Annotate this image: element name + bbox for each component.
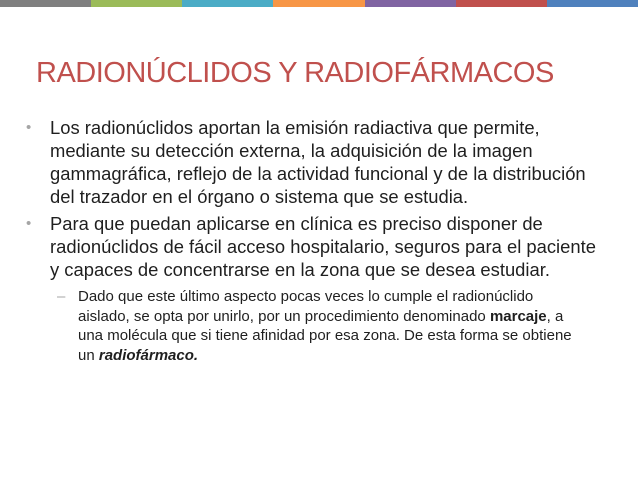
- sub-bullet-text-2: , a una molécula que si tiene afinidad por esa zona. De esta forma se obtiene un: [78, 307, 572, 364]
- term-marcaje: marcaje: [489, 307, 547, 325]
- accent-segment: [273, 0, 364, 7]
- slide-title: RADIONÚCLIDOS Y RADIOFÁRMACOS: [36, 57, 554, 89]
- accent-segment: [547, 0, 638, 7]
- accent-segment: [365, 0, 456, 7]
- accent-segment: [91, 0, 182, 7]
- top-accent-bar: [0, 0, 638, 7]
- bullet-text: Los radionúclidos aportan la emisión radiactiva que permite, mediante su detección externa, la adquisición de la imagen gammagráfica, reflejo de la actividad funcional y de la distribución del trazador en el órgano o sistema que se estudia.: [50, 117, 586, 207]
- accent-segment: [456, 0, 547, 7]
- term-radiofarmaco: radiofármaco.: [98, 346, 199, 364]
- accent-segment: [182, 0, 273, 7]
- sub-bullet-item: [57, 287, 578, 365]
- bullet-marker: •: [26, 119, 32, 136]
- sub-bullet-text-1: Dado que este último aspecto pocas veces lo cumple el radionúclido aislado, se opta por unirlo, por un procedimiento denominado: [78, 288, 534, 325]
- accent-segment: [0, 0, 91, 7]
- bullet-item: [24, 212, 604, 281]
- bullet-marker: •: [26, 215, 32, 232]
- bullet-item: [24, 116, 604, 208]
- bullet-text: Para que puedan aplicarse en clínica es preciso disponer de radionúclidos de fácil acceso hospitalario, seguros para el paciente y capaces de concentrarse en la zona que se desea estudiar.: [50, 213, 596, 280]
- slide-body: [24, 116, 604, 365]
- sub-bullet-marker: –: [57, 288, 66, 305]
